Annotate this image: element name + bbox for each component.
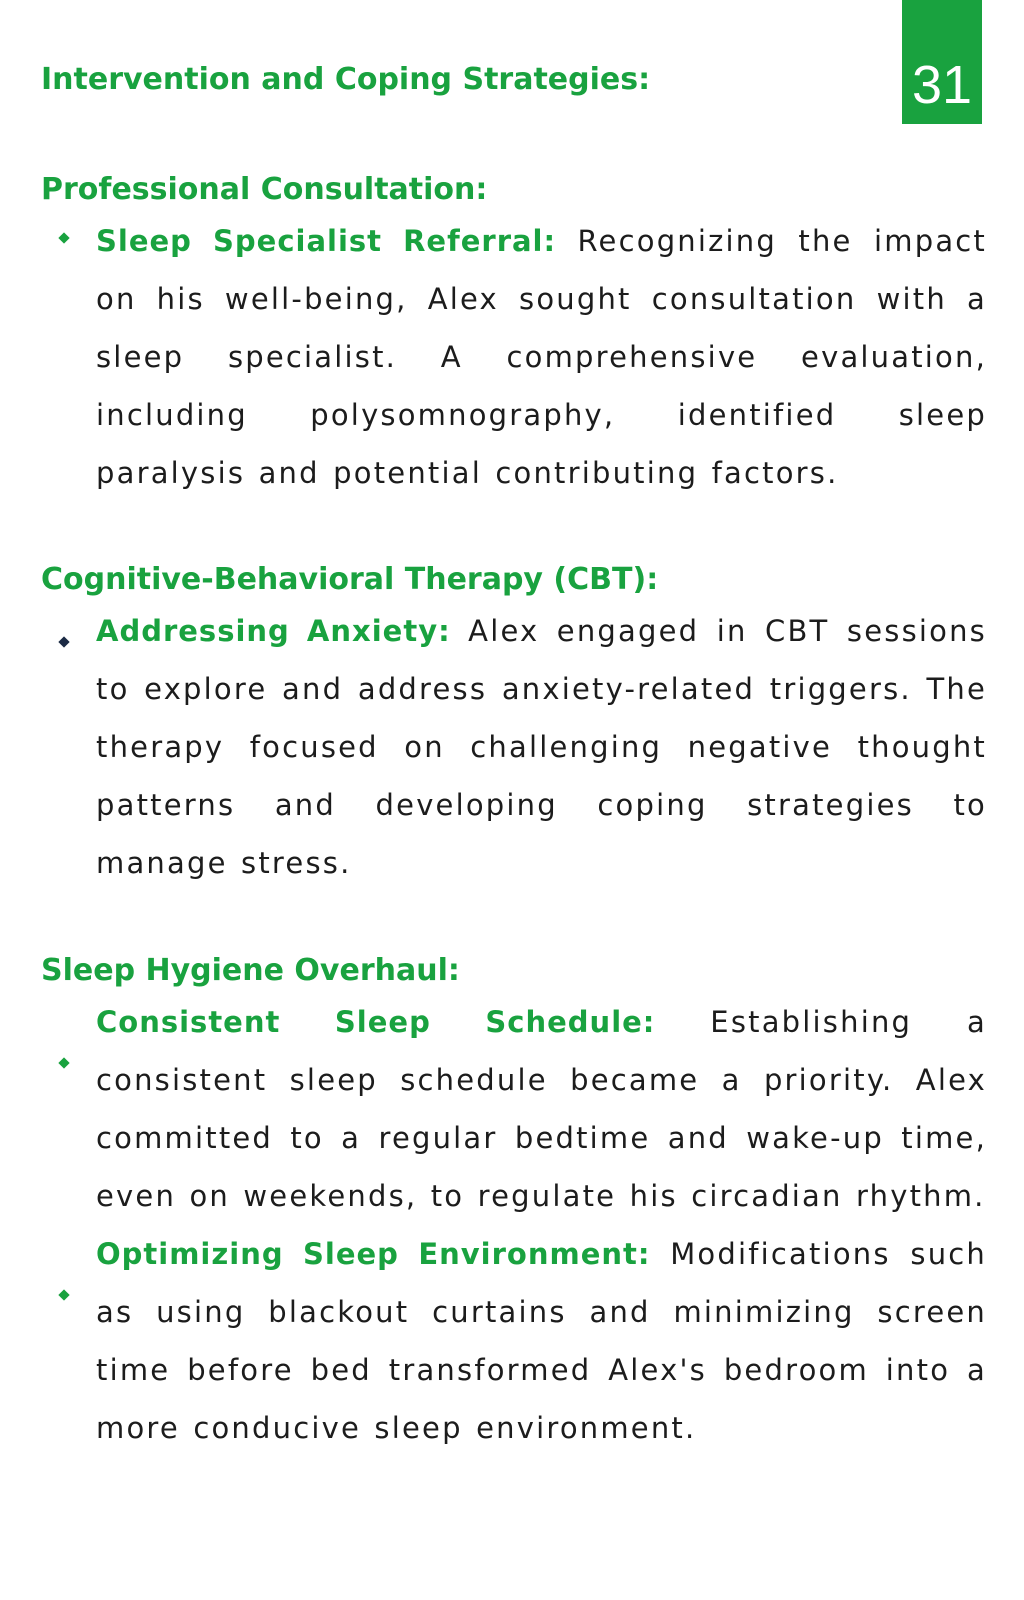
section-heading: Professional Consultation:: [41, 172, 488, 207]
list-item-text: [96, 993, 987, 1225]
list-item-text: [96, 1225, 987, 1457]
diamond-bullet-icon: [58, 1289, 69, 1300]
list-item-lead: Optimizing Sleep Environment:: [96, 1237, 651, 1271]
section-professional-consultation: [41, 172, 987, 502]
list-item-body: Establishing a consistent sleep schedule became a priority. Alex committed to a regular bedtime and wake-up time, even on weekends, to regulate his circadian rhythm.: [96, 1005, 987, 1213]
list-item-text: [96, 212, 987, 502]
page-number-badge: [902, 0, 982, 124]
list-item: [41, 993, 987, 1225]
list-item-body: Modifications such as using blackout curtains and minimizing screen time before bed transformed Alex's bedroom into a more conducive sleep environment.: [96, 1237, 988, 1445]
list-item: [41, 602, 987, 892]
page-number: 31: [911, 55, 973, 115]
list-item-text: [96, 602, 987, 892]
diamond-bullet-icon: [58, 232, 69, 243]
list-item-lead: Consistent Sleep Schedule:: [96, 1005, 656, 1039]
list-item-body: Alex engaged in CBT sessions to explore and address anxiety-related triggers. The therapy focused on challenging negative thought patterns and developing coping strategies to manage stress.: [96, 614, 987, 880]
section-heading: Cognitive-Behavioral Therapy (CBT):: [41, 562, 659, 597]
page-title: Intervention and Coping Strategies:: [41, 62, 651, 97]
list-item-body: Recognizing the impact on his well-being, Alex sought consultation with a sleep specialist. A comprehensive evaluation, including polysomnography, identified sleep paralysis and potential contributing factors.: [96, 224, 987, 490]
diamond-bullet-icon: [58, 1057, 69, 1068]
section-cbt: [41, 562, 987, 892]
list-item: [41, 212, 987, 502]
list-item-lead: Addressing Anxiety:: [96, 614, 451, 648]
section-sleep-hygiene: [41, 953, 987, 1457]
list-item: [41, 1225, 987, 1457]
section-heading: Sleep Hygiene Overhaul:: [41, 953, 460, 988]
diamond-bullet-icon: [58, 636, 69, 647]
list-item-lead: Sleep Specialist Referral:: [96, 224, 557, 258]
